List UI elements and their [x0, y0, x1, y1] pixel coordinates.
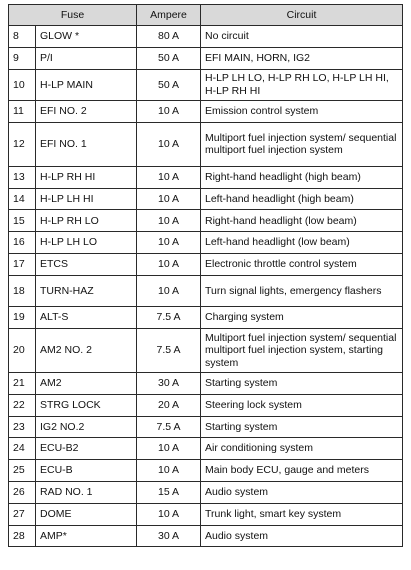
header-row: [9, 5, 403, 26]
table-row: [9, 481, 403, 503]
fuse-name-cell: ETCS: [36, 253, 137, 275]
fuse-number-cell: 21: [9, 372, 36, 394]
table-row: [9, 275, 403, 306]
circuit-cell: Left-hand headlight (low beam): [201, 232, 403, 254]
table-row: [9, 307, 403, 329]
fuse-name-cell: DOME: [36, 503, 137, 525]
circuit-cell: No circuit: [201, 26, 403, 48]
circuit-cell: Left-hand headlight (high beam): [201, 188, 403, 210]
circuit-cell: Charging system: [201, 307, 403, 329]
fuse-name-cell: AMP*: [36, 525, 137, 547]
table-row: [9, 503, 403, 525]
ampere-cell: 10 A: [137, 253, 201, 275]
table-row: [9, 438, 403, 460]
fuse-name-cell: H-LP LH HI: [36, 188, 137, 210]
fuse-name-cell: H-LP RH LO: [36, 210, 137, 232]
table-row: [9, 166, 403, 188]
circuit-cell: Multiport fuel injection system/ sequential multiport fuel injection system, starting system: [201, 328, 403, 372]
ampere-cell: 10 A: [137, 275, 201, 306]
fuse-number-cell: 19: [9, 307, 36, 329]
fuse-number-cell: 18: [9, 275, 36, 306]
table-row: [9, 460, 403, 482]
fuse-name-cell: ECU-B2: [36, 438, 137, 460]
ampere-cell: 10 A: [137, 122, 201, 166]
fuse-name-cell: H-LP LH LO: [36, 232, 137, 254]
circuit-cell: Electronic throttle control system: [201, 253, 403, 275]
fuse-number-cell: 20: [9, 328, 36, 372]
fuse-number-cell: 26: [9, 481, 36, 503]
ampere-cell: 10 A: [137, 460, 201, 482]
table-row: [9, 26, 403, 48]
circuit-cell: Air conditioning system: [201, 438, 403, 460]
fuse-name-cell: EFI NO. 2: [36, 100, 137, 122]
circuit-cell: Main body ECU, gauge and meters: [201, 460, 403, 482]
ampere-cell: 10 A: [137, 100, 201, 122]
ampere-cell: 7.5 A: [137, 416, 201, 438]
fuse-number-cell: 27: [9, 503, 36, 525]
fuse-number-cell: 25: [9, 460, 36, 482]
fuse-name-cell: RAD NO. 1: [36, 481, 137, 503]
ampere-cell: 10 A: [137, 438, 201, 460]
circuit-cell: Trunk light, smart key system: [201, 503, 403, 525]
fuse-number-cell: 15: [9, 210, 36, 232]
fuse-name-cell: STRG LOCK: [36, 394, 137, 416]
fuse-name-cell: GLOW *: [36, 26, 137, 48]
circuit-cell: EFI MAIN, HORN, IG2: [201, 47, 403, 69]
circuit-cell: Emission control system: [201, 100, 403, 122]
ampere-cell: 10 A: [137, 503, 201, 525]
fuse-column-header: Fuse: [9, 5, 137, 26]
fuse-name-cell: H-LP MAIN: [36, 69, 137, 100]
table-row: [9, 525, 403, 547]
table-row: [9, 122, 403, 166]
circuit-cell: H-LP LH LO, H-LP RH LO, H-LP LH HI, H-LP RH HI: [201, 69, 403, 100]
fuse-name-cell: ECU-B: [36, 460, 137, 482]
ampere-cell: 10 A: [137, 210, 201, 232]
circuit-cell: Right-hand headlight (low beam): [201, 210, 403, 232]
table-row: [9, 47, 403, 69]
ampere-column-header: Ampere: [137, 5, 201, 26]
fuse-number-cell: 22: [9, 394, 36, 416]
fuse-table: [8, 4, 403, 547]
table-row: [9, 100, 403, 122]
table-row: [9, 416, 403, 438]
ampere-cell: 15 A: [137, 481, 201, 503]
ampere-cell: 7.5 A: [137, 307, 201, 329]
fuse-name-cell: P/I: [36, 47, 137, 69]
circuit-cell: Steering lock system: [201, 394, 403, 416]
fuse-number-cell: 24: [9, 438, 36, 460]
circuit-cell: Starting system: [201, 416, 403, 438]
ampere-cell: 20 A: [137, 394, 201, 416]
ampere-cell: 10 A: [137, 166, 201, 188]
fuse-number-cell: 9: [9, 47, 36, 69]
fuse-name-cell: AM2 NO. 2: [36, 328, 137, 372]
table-row: [9, 210, 403, 232]
table-row: [9, 253, 403, 275]
fuse-name-cell: ALT-S: [36, 307, 137, 329]
circuit-cell: Multiport fuel injection system/ sequential multiport fuel injection system: [201, 122, 403, 166]
fuse-name-cell: TURN-HAZ: [36, 275, 137, 306]
fuse-name-cell: EFI NO. 1: [36, 122, 137, 166]
ampere-cell: 30 A: [137, 525, 201, 547]
table-row: [9, 69, 403, 100]
ampere-cell: 80 A: [137, 26, 201, 48]
table-row: [9, 328, 403, 372]
circuit-cell: Starting system: [201, 372, 403, 394]
fuse-name-cell: H-LP RH HI: [36, 166, 137, 188]
circuit-column-header: Circuit: [201, 5, 403, 26]
table-row: [9, 394, 403, 416]
table-row: [9, 232, 403, 254]
fuse-number-cell: 28: [9, 525, 36, 547]
fuse-number-cell: 11: [9, 100, 36, 122]
ampere-cell: 10 A: [137, 232, 201, 254]
fuse-number-cell: 8: [9, 26, 36, 48]
fuse-number-cell: 13: [9, 166, 36, 188]
fuse-number-cell: 12: [9, 122, 36, 166]
ampere-cell: 30 A: [137, 372, 201, 394]
circuit-cell: Right-hand headlight (high beam): [201, 166, 403, 188]
fuse-name-cell: AM2: [36, 372, 137, 394]
table-row: [9, 372, 403, 394]
fuse-number-cell: 23: [9, 416, 36, 438]
ampere-cell: 10 A: [137, 188, 201, 210]
circuit-cell: Turn signal lights, emergency flashers: [201, 275, 403, 306]
table-body: [9, 26, 403, 547]
table-header: [9, 5, 403, 26]
ampere-cell: 50 A: [137, 69, 201, 100]
fuse-name-cell: IG2 NO.2: [36, 416, 137, 438]
ampere-cell: 7.5 A: [137, 328, 201, 372]
fuse-number-cell: 10: [9, 69, 36, 100]
circuit-cell: Audio system: [201, 481, 403, 503]
ampere-cell: 50 A: [137, 47, 201, 69]
fuse-number-cell: 16: [9, 232, 36, 254]
circuit-cell: Audio system: [201, 525, 403, 547]
table-row: [9, 188, 403, 210]
fuse-number-cell: 14: [9, 188, 36, 210]
fuse-number-cell: 17: [9, 253, 36, 275]
